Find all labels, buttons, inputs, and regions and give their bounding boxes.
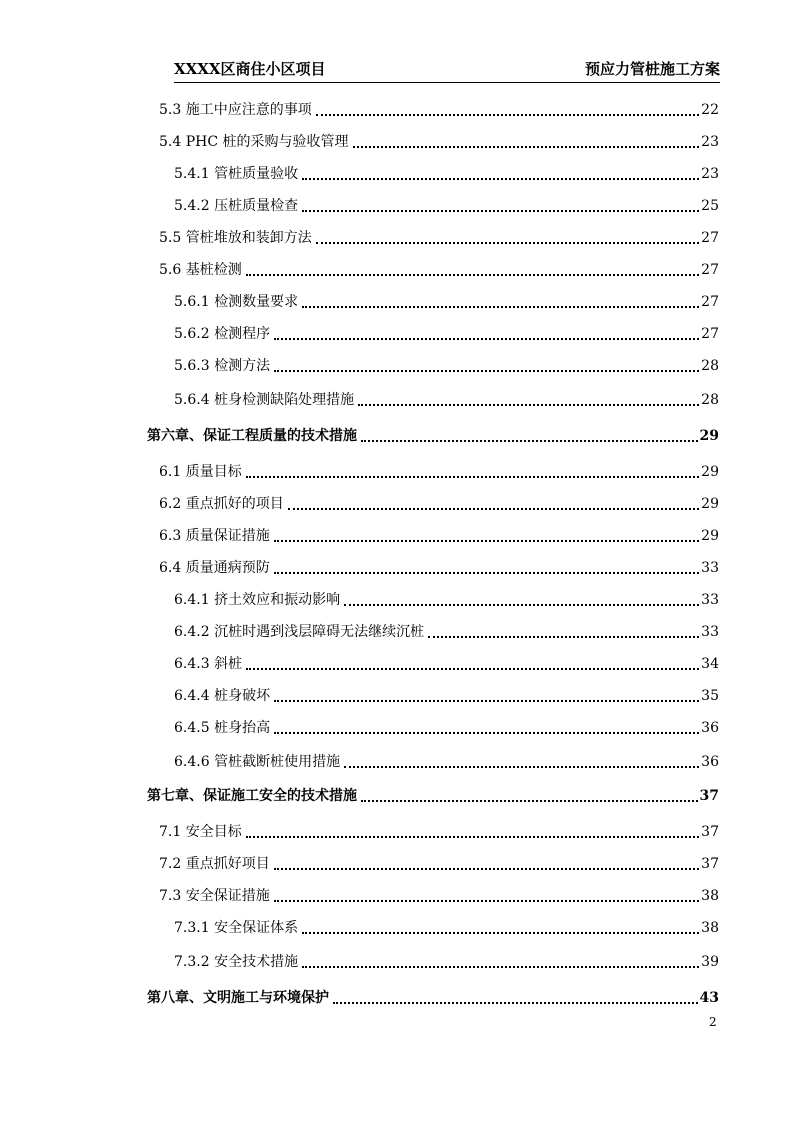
toc-entry-title: 7.3 安全保证措施 — [159, 888, 270, 904]
toc-entry-page: 33 — [701, 592, 719, 608]
toc-entry-title: 6.2 重点抓好的项目 — [159, 496, 284, 512]
toc-leader-dots — [274, 900, 699, 902]
toc-entry-title: 第八章、文明施工与环境保护 — [147, 990, 329, 1006]
toc-entry-title: 6.1 质量目标 — [159, 464, 242, 480]
toc-leader-dots — [246, 668, 699, 670]
toc-leader-dots — [344, 766, 699, 768]
toc-entry-page: 33 — [701, 560, 719, 576]
toc-entry-title: 6.4 质量通病预防 — [159, 560, 270, 576]
toc-entry-page: 29 — [701, 496, 719, 512]
toc-chapter-entry[interactable] — [147, 782, 719, 806]
toc-entry[interactable] — [159, 850, 719, 874]
toc-entry[interactable] — [159, 554, 719, 578]
toc-entry-page: 27 — [701, 326, 719, 342]
toc-entry[interactable] — [159, 224, 719, 248]
toc-leader-dots — [316, 114, 699, 116]
toc-entry-page: 22 — [701, 102, 719, 118]
toc-entry-page: 38 — [701, 888, 719, 904]
toc-entry-page: 29 — [701, 528, 719, 544]
toc-chapter-entry[interactable] — [147, 422, 719, 446]
toc-entry-title: 5.6 基桩检测 — [159, 262, 242, 278]
toc-entry-page: 29 — [701, 464, 719, 480]
toc-leader-dots — [274, 540, 699, 542]
toc-entry[interactable] — [174, 288, 719, 312]
toc-leader-dots — [361, 800, 698, 802]
toc-entry[interactable] — [174, 914, 719, 938]
toc-entry-title: 6.4.1 挤土效应和振动影响 — [174, 592, 341, 608]
toc-entry-title: 6.4.4 桩身破坏 — [174, 688, 271, 704]
toc-leader-dots — [358, 404, 699, 406]
toc-entry[interactable] — [174, 192, 719, 216]
toc-entry-title: 7.1 安全目标 — [159, 824, 242, 840]
header-project-name: XXXX区商住小区项目 — [174, 60, 326, 78]
toc-leader-dots — [302, 210, 699, 212]
toc-entry-title: 6.4.3 斜桩 — [174, 656, 243, 672]
toc-entry-title: 5.6.3 检测方法 — [174, 358, 271, 374]
toc-entry-page: 37 — [699, 788, 719, 804]
toc-entry-title: 第六章、保证工程质量的技术措施 — [147, 428, 357, 444]
toc-entry[interactable] — [174, 948, 719, 972]
toc-entry[interactable] — [174, 160, 719, 184]
toc-entry-title: 5.5 管桩堆放和装卸方法 — [159, 230, 312, 246]
toc-entry-title: 5.6.2 检测程序 — [174, 326, 271, 342]
toc-entry-page: 38 — [701, 920, 719, 936]
toc-entry-page: 35 — [701, 688, 719, 704]
toc-entry-title: 5.4 PHC 桩的采购与验收管理 — [159, 134, 349, 150]
toc-entry[interactable] — [174, 586, 719, 610]
toc-entry-page: 37 — [701, 824, 719, 840]
toc-leader-dots — [302, 178, 699, 180]
toc-entry-page: 39 — [701, 954, 719, 970]
toc-entry[interactable] — [159, 522, 719, 546]
toc-entry[interactable] — [174, 748, 719, 772]
toc-leader-dots — [428, 636, 699, 638]
toc-entry[interactable] — [174, 682, 719, 706]
toc-entry-page: 29 — [699, 428, 719, 444]
toc-leader-dots — [246, 476, 699, 478]
toc-entry-page: 36 — [701, 720, 719, 736]
toc-leader-dots — [353, 146, 700, 148]
toc-leader-dots — [344, 604, 699, 606]
toc-entry-title: 6.4.2 沉桩时遇到浅层障碍无法继续沉桩 — [174, 624, 425, 640]
toc-entry[interactable] — [174, 386, 719, 410]
toc-entry-page: 27 — [701, 230, 719, 246]
toc-entry-page: 25 — [701, 198, 719, 214]
header-document-title: 预应力管桩施工方案 — [584, 60, 720, 78]
toc-leader-dots — [302, 966, 699, 968]
toc-entry[interactable] — [174, 352, 719, 376]
toc-entry[interactable] — [174, 320, 719, 344]
toc-entry-title: 5.4.1 管桩质量验收 — [174, 166, 299, 182]
toc-leader-dots — [246, 836, 699, 838]
toc-entry-page: 27 — [701, 262, 719, 278]
toc-entry-title: 6.3 质量保证措施 — [159, 528, 270, 544]
toc-entry-title: 6.4.5 桩身抬高 — [174, 720, 271, 736]
toc-entry-title: 5.6.1 检测数量要求 — [174, 294, 299, 310]
toc-entry[interactable] — [159, 458, 719, 482]
toc-leader-dots — [333, 1002, 698, 1004]
toc-entry-page: 28 — [701, 392, 719, 408]
toc-entry[interactable] — [174, 714, 719, 738]
toc-entry-title: 5.3 施工中应注意的事项 — [159, 102, 312, 118]
toc-leader-dots — [361, 440, 698, 442]
toc-entry-page: 28 — [701, 358, 719, 374]
toc-leader-dots — [274, 700, 699, 702]
toc-entry-page: 43 — [699, 990, 719, 1006]
toc-leader-dots — [274, 338, 699, 340]
toc-entry-title: 6.4.6 管桩截断桩使用措施 — [174, 754, 341, 770]
toc-entry[interactable] — [159, 818, 719, 842]
toc-leader-dots — [274, 868, 699, 870]
toc-entry[interactable] — [159, 490, 719, 514]
toc-leader-dots — [302, 306, 699, 308]
toc-entry[interactable] — [159, 882, 719, 906]
toc-entry-title: 7.2 重点抓好项目 — [159, 856, 270, 872]
toc-entry-title: 5.6.4 桩身检测缺陷处理措施 — [174, 392, 355, 408]
toc-leader-dots — [274, 370, 699, 372]
toc-entry[interactable] — [174, 650, 719, 674]
toc-leader-dots — [274, 572, 699, 574]
toc-entry-title: 第七章、保证施工安全的技术措施 — [147, 788, 357, 804]
toc-leader-dots — [302, 932, 699, 934]
toc-entry[interactable] — [174, 618, 719, 642]
toc-entry-title: 7.3.1 安全保证体系 — [174, 920, 299, 936]
toc-entry[interactable] — [159, 128, 719, 152]
toc-entry-page: 37 — [701, 856, 719, 872]
toc-leader-dots — [274, 732, 699, 734]
toc-entry-title: 7.3.2 安全技术措施 — [174, 954, 299, 970]
toc-leader-dots — [316, 242, 699, 244]
toc-entry-page: 36 — [701, 754, 719, 770]
toc-entry-page: 27 — [701, 294, 719, 310]
toc-entry-page: 34 — [701, 656, 719, 672]
page-number: 2 — [709, 1015, 717, 1029]
toc-entry-page: 33 — [701, 624, 719, 640]
toc-leader-dots — [288, 508, 699, 510]
toc-entry-page: 23 — [701, 134, 719, 150]
page-header — [174, 58, 720, 83]
toc-entry-title: 5.4.2 压桩质量检查 — [174, 198, 299, 214]
toc-entry-page: 23 — [701, 166, 719, 182]
toc-leader-dots — [246, 274, 699, 276]
toc-entry[interactable] — [159, 96, 719, 120]
toc-chapter-entry[interactable] — [147, 984, 719, 1008]
toc-entry[interactable] — [159, 256, 719, 280]
